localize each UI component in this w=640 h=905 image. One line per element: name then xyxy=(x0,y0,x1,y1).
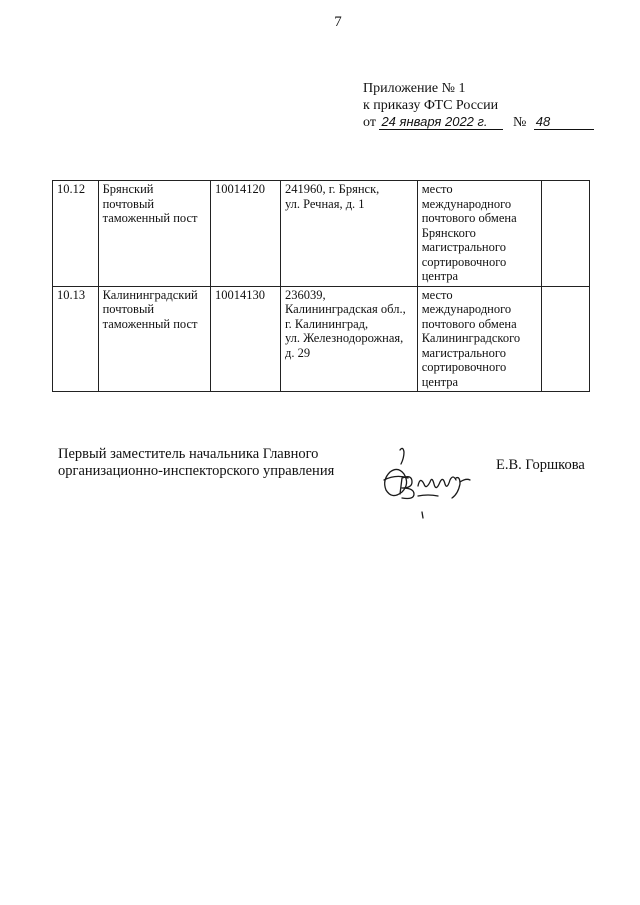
appendix-header xyxy=(363,80,594,131)
post-name-cell: Брянский почтовый таможенный пост xyxy=(98,181,210,287)
signer-position-line-1: Первый заместитель начальника Главного xyxy=(58,446,319,462)
empty-cell xyxy=(542,286,590,392)
signer-position xyxy=(58,446,334,480)
signer-position-line-2: организационно-инспекторского управления xyxy=(58,463,335,479)
signer-name: Е.В. Горшкова xyxy=(496,457,585,473)
order-number: 48 xyxy=(534,114,594,130)
post-name-cell: Калининградский почтовый таможенный пост xyxy=(98,286,210,392)
appendix-title: Приложение № 1 xyxy=(363,81,466,96)
post-description-cell: место международного почтового обмена Брянского магистрального сортировочного центра xyxy=(417,181,542,287)
handwritten-signature xyxy=(372,442,482,520)
empty-cell xyxy=(542,181,590,287)
row-number-cell: 10.12 xyxy=(53,181,99,287)
customs-posts-table xyxy=(52,180,590,392)
table-row xyxy=(53,286,590,392)
row-number-cell: 10.13 xyxy=(53,286,99,392)
appendix-order-ref: к приказу ФТС России xyxy=(363,98,499,113)
number-prefix: № xyxy=(512,115,527,130)
post-description-cell: место международного почтового обмена Калининградского магистрального сортировочного центра xyxy=(417,286,542,392)
appendix-date-line xyxy=(363,114,594,131)
post-address-cell: 236039, Калининградская обл., г. Калининград, ул. Железнодорожная, д. 29 xyxy=(280,286,417,392)
post-code-cell: 10014120 xyxy=(211,181,281,287)
table-row xyxy=(53,181,590,287)
post-address-cell: 241960, г. Брянск, ул. Речная, д. 1 xyxy=(280,181,417,287)
date-prefix: от xyxy=(363,115,376,130)
post-code-cell: 10014130 xyxy=(211,286,281,392)
order-date: 24 января 2022 г. xyxy=(379,114,503,130)
page-number: 7 xyxy=(334,14,342,30)
